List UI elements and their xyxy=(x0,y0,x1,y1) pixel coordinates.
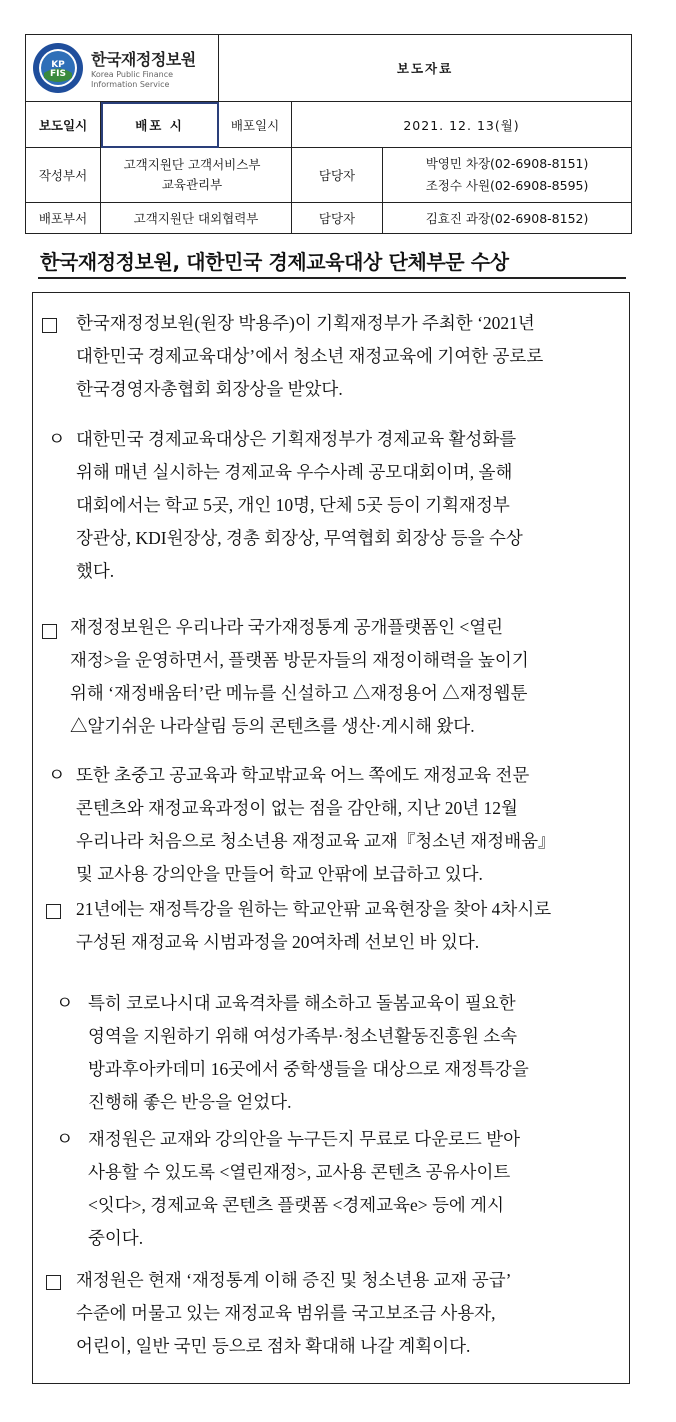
paragraph-7 xyxy=(88,1123,621,1255)
circle-bullet-icon: ㅇ xyxy=(56,1129,74,1149)
paragraph-line: 21년에는 재정특강을 원하는 학교안팎 교육현장을 찾아 4차시로 xyxy=(76,899,552,919)
author-contact-label: 담당자 xyxy=(292,148,383,203)
author-contacts xyxy=(383,148,632,203)
paragraph-line: 대한민국 경제교육대상’에서 청소년 재정교육에 기여한 공로로 xyxy=(76,346,544,366)
svg-text:KP: KP xyxy=(51,60,65,70)
paragraph-line: 영역을 지원하기 위해 여성가족부·청소년활동진흥원 소속 xyxy=(88,1026,518,1046)
circle-bullet-icon: ㅇ xyxy=(48,429,66,449)
paragraph-line: 위해 ‘재정배움터’란 메뉴를 신설하고 △재정용어 △재정웹툰 xyxy=(70,683,528,703)
paragraph-line: 사용할 수 있도록 <열린재정>, 교사용 콘텐츠 공유사이트 xyxy=(88,1162,511,1182)
paragraph-line: 대회에서는 학교 5곳, 개인 10명, 단체 5곳 등이 기획재정부 xyxy=(76,495,510,515)
author-dept-label: 작성부서 xyxy=(26,148,101,203)
paragraph-line: 구성된 재정교육 시범과정을 20여차례 선보인 바 있다. xyxy=(76,932,480,952)
paragraph-line: 진행해 좋은 반응을 얻었다. xyxy=(88,1092,292,1112)
circle-bullet-icon: ㅇ xyxy=(56,993,74,1013)
dist-dept-label: 배포부서 xyxy=(26,203,101,234)
paragraph-line: 콘텐츠와 재정교육과정이 없는 점을 감안해, 지난 20년 12월 xyxy=(76,798,518,818)
paragraph-line: 한국재정정보원(원장 박용주)이 기획재정부가 주최한 ‘2021년 xyxy=(76,313,535,333)
paragraph-3 xyxy=(70,611,621,743)
release-value: 배포 시 xyxy=(101,102,219,148)
dist-dept-value: 고객지원단 대외협력부 xyxy=(101,203,292,234)
paragraph-line: 한국경영자총협회 회장상을 받았다. xyxy=(76,379,343,399)
press-release-header xyxy=(25,34,632,234)
paragraph-line: 우리나라 처음으로 청소년용 재정교육 교재『청소년 재정배움』 xyxy=(76,831,556,851)
paragraph-line: 위해 매년 실시하는 경제교육 우수사례 공모대회이며, 올해 xyxy=(76,462,513,482)
paragraph-5 xyxy=(76,893,621,959)
dist-contact: 김효진 과장(02-6908-8152) xyxy=(383,203,632,234)
paragraph-line: 수준에 머물고 있는 재정교육 범위를 국고보조금 사용자, xyxy=(76,1303,496,1323)
paragraph-line: △알기쉬운 나라살림 등의 콘텐츠를 생산·게시해 왔다. xyxy=(70,716,475,736)
square-bullet-icon xyxy=(46,1275,61,1290)
paragraph-8 xyxy=(76,1264,621,1363)
paragraph-1 xyxy=(76,307,621,406)
headline-underline xyxy=(38,277,626,279)
paragraph-line: 했다. xyxy=(76,561,115,581)
author-dept xyxy=(101,148,292,203)
distribution-label: 배포일시 xyxy=(219,102,292,148)
paragraph-line: 어린이, 일반 국민 등으로 점차 확대해 나갈 계획이다. xyxy=(76,1336,471,1356)
paragraph-line: 재정원은 현재 ‘재정통계 이해 증진 및 청소년용 교재 공급’ xyxy=(76,1270,512,1290)
author-contact-2: 조정수 사원(02-6908-8595) xyxy=(425,178,589,193)
circle-bullet-icon: ㅇ xyxy=(48,765,66,785)
paragraph-line: 대한민국 경제교육대상은 기획재정부가 경제교육 활성화를 xyxy=(76,429,517,449)
paragraph-line: <잇다>, 경제교육 콘텐츠 플랫폼 <경제교육e> 등에 게시 xyxy=(88,1195,504,1215)
org-logo-cell xyxy=(26,35,219,102)
release-label: 보도일시 xyxy=(26,102,101,148)
paragraph-line: 재정원은 교재와 강의안을 누구든지 무료로 다운로드 받아 xyxy=(88,1129,520,1149)
distribution-date: 2021. 12. 13(월) xyxy=(292,102,632,148)
paragraph-4 xyxy=(76,759,621,891)
paragraph-line: 재정정보원은 우리나라 국가재정통계 공개플랫폼인 <열린 xyxy=(70,617,504,637)
org-name-ko: 한국재정정보원 xyxy=(91,49,196,69)
svg-text:FIS: FIS xyxy=(50,69,66,79)
paragraph-line: 및 교사용 강의안을 만들어 학교 안팎에 보급하고 있다. xyxy=(76,864,483,884)
org-name-en-line2: Information Service xyxy=(91,79,170,89)
square-bullet-icon xyxy=(42,318,57,333)
author-dept-line1: 고객지원단 고객서비스부 xyxy=(123,157,261,172)
org-name-en-line1: Korea Public Finance xyxy=(91,69,174,79)
paragraph-line: 특히 코로나시대 교육격차를 해소하고 돌봄교육이 필요한 xyxy=(88,993,516,1013)
dist-contact-label: 담당자 xyxy=(292,203,383,234)
paragraph-2 xyxy=(76,423,621,588)
paragraph-line: 중이다. xyxy=(88,1228,144,1248)
headline: 한국재정정보원, 대한민국 경제교육대상 단체부문 수상 xyxy=(40,250,509,274)
paragraph-6 xyxy=(88,987,621,1119)
square-bullet-icon xyxy=(46,904,61,919)
paragraph-line: 장관상, KDI원장상, 경총 회장상, 무역협회 회장상 등을 수상 xyxy=(76,528,523,548)
doc-type-title: 보도자료 xyxy=(219,35,632,102)
paragraph-line: 방과후아카데미 16곳에서 중학생들을 대상으로 재정특강을 xyxy=(88,1059,529,1079)
kpfis-seal-icon xyxy=(32,42,84,94)
author-contact-1: 박영민 차장(02-6908-8151) xyxy=(425,156,589,171)
square-bullet-icon xyxy=(42,624,57,639)
paragraph-line: 재정>을 운영하면서, 플랫폼 방문자들의 재정이해력을 높이기 xyxy=(70,650,529,670)
author-dept-line2: 교육관리부 xyxy=(161,177,223,192)
paragraph-line: 또한 초중고 공교육과 학교밖교육 어느 쪽에도 재정교육 전문 xyxy=(76,765,530,785)
